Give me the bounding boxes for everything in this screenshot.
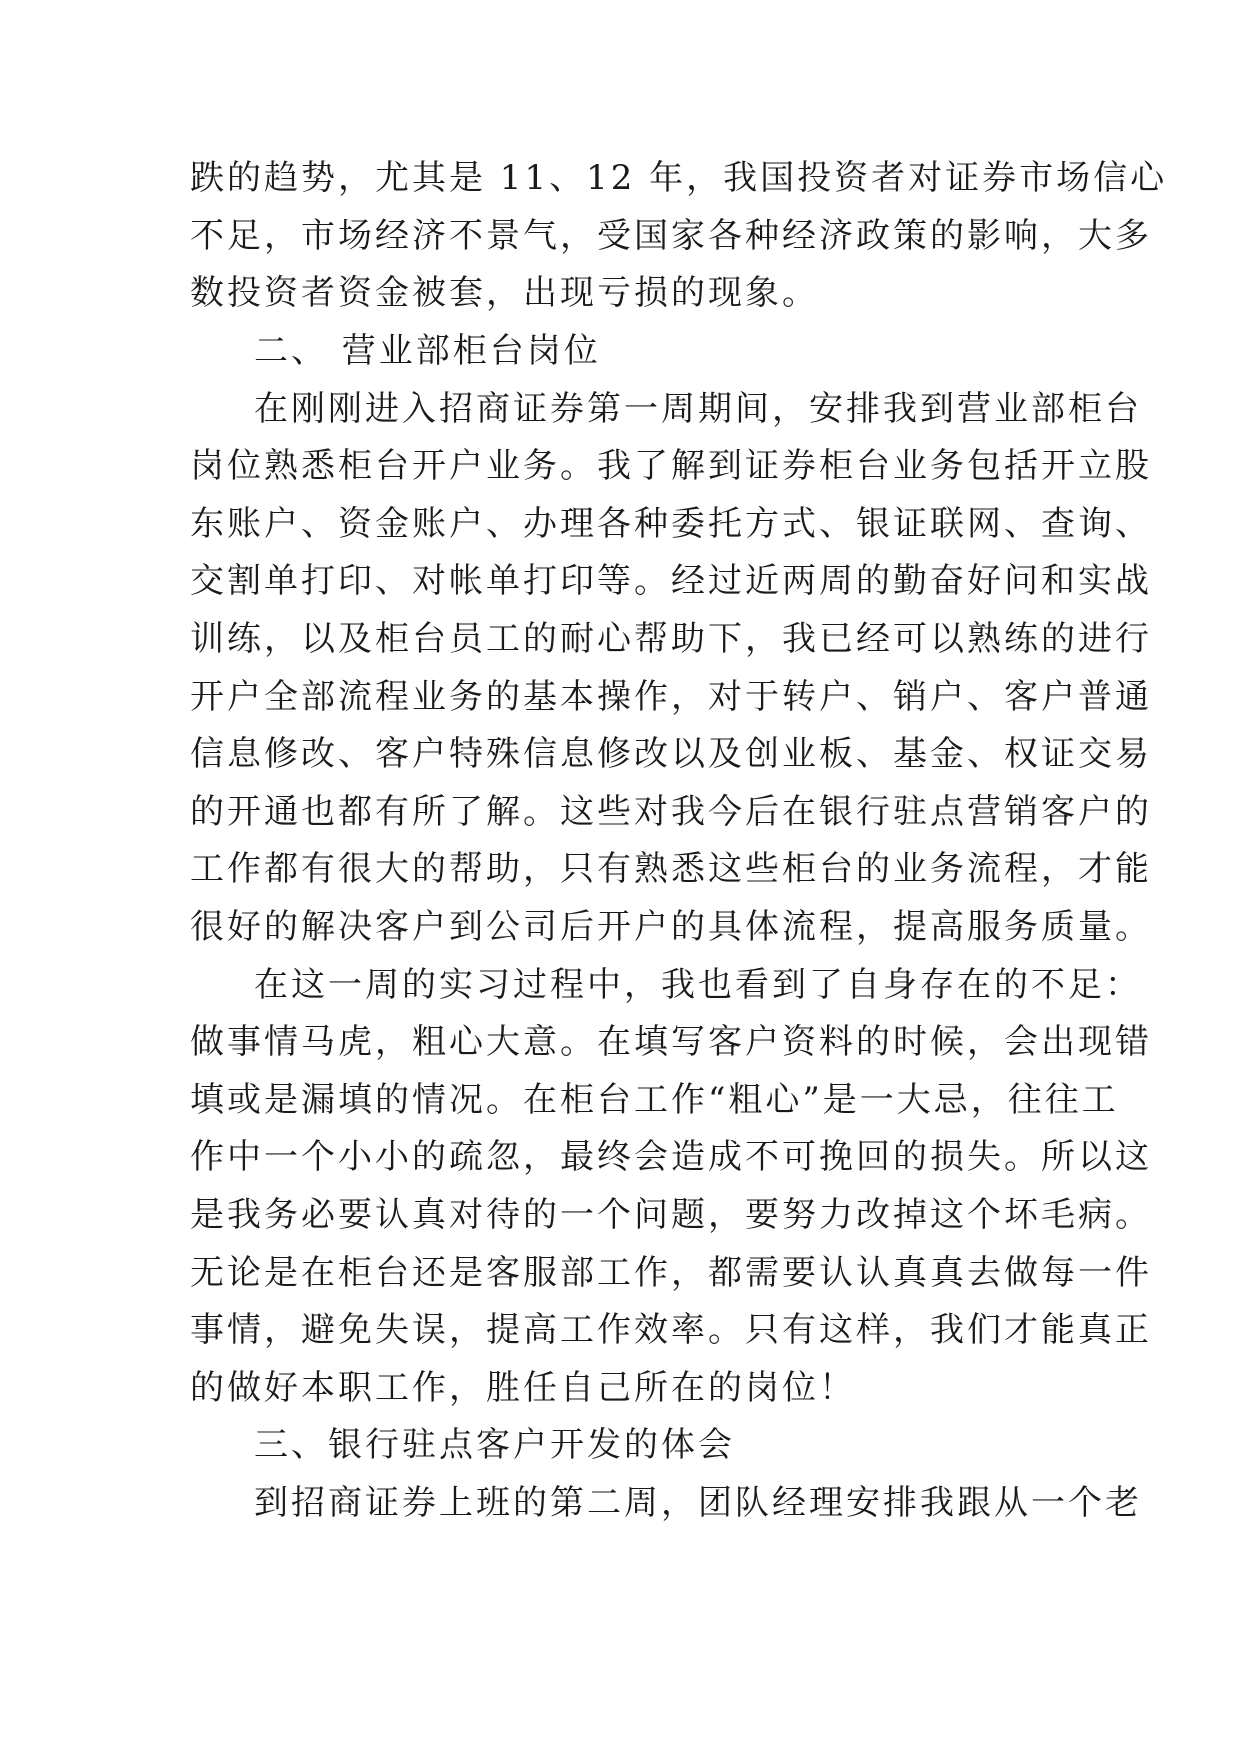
body-text-line: 事情，避免失误，提高工作效率。只有这样，我们才能真正 — [190, 1310, 1152, 1350]
body-text-line: 作中一个小小的疏忽，最终会造成不可挽回的损失。所以这 — [190, 1137, 1152, 1177]
body-text-line: 训练，以及柜台员工的耐心帮助下，我已经可以熟练的进行 — [190, 619, 1152, 659]
body-text-line: 工作都有很大的帮助，只有熟悉这些柜台的业务流程，才能 — [190, 849, 1152, 889]
body-text-line: 岗位熟悉柜台开户业务。我了解到证券柜台业务包括开立股 — [190, 446, 1152, 486]
body-text-line: 数投资者资金被套，出现亏损的现象。 — [190, 273, 819, 313]
body-text-line: 的做好本职工作，胜任自己所在的岗位！ — [190, 1368, 856, 1408]
body-text-line: 到招商证券上班的第二周，团队经理安排我跟从一个老 — [254, 1483, 1142, 1523]
body-text-line: 不足，市场经济不景气，受国家各种经济政策的影响，大多 — [190, 216, 1152, 256]
body-text-line: 信息修改、客户特殊信息修改以及创业板、基金、权证交易 — [190, 734, 1152, 774]
body-text-line: 在这一周的实习过程中，我也看到了自身存在的不足： — [254, 965, 1142, 1005]
body-text-line: 的开通也都有所了解。这些对我今后在银行驻点营销客户的 — [190, 792, 1152, 832]
body-text-line: 是我务必要认真对待的一个问题，要努力改掉这个坏毛病。 — [190, 1195, 1152, 1235]
body-text-line: 交割单打印、对帐单打印等。经过近两周的勤奋好问和实战 — [190, 561, 1152, 601]
body-text-line: 填或是漏填的情况。在柜台工作“粗心”是一大忌，往往工 — [190, 1080, 1119, 1120]
section-heading: 二、 营业部柜台岗位 — [254, 331, 601, 371]
body-text-line: 在刚刚进入招商证券第一周期间，安排我到营业部柜台 — [254, 389, 1142, 429]
body-text-line: 无论是在柜台还是客服部工作，都需要认认真真去做每一件 — [190, 1253, 1152, 1293]
section-heading: 三、银行驻点客户开发的体会 — [254, 1425, 735, 1465]
body-text-line: 做事情马虎，粗心大意。在填写客户资料的时候，会出现错 — [190, 1022, 1152, 1062]
body-text-line: 东账户、资金账户、办理各种委托方式、银证联网、查询、 — [190, 504, 1152, 544]
body-text-line: 跌的趋势，尤其是 11、12 年，我国投资者对证券市场信心 — [190, 158, 1168, 198]
body-text-line: 很好的解决客户到公司后开户的具体流程，提高服务质量。 — [190, 907, 1152, 947]
body-text-line: 开户全部流程业务的基本操作，对于转户、销户、客户普通 — [190, 677, 1152, 717]
